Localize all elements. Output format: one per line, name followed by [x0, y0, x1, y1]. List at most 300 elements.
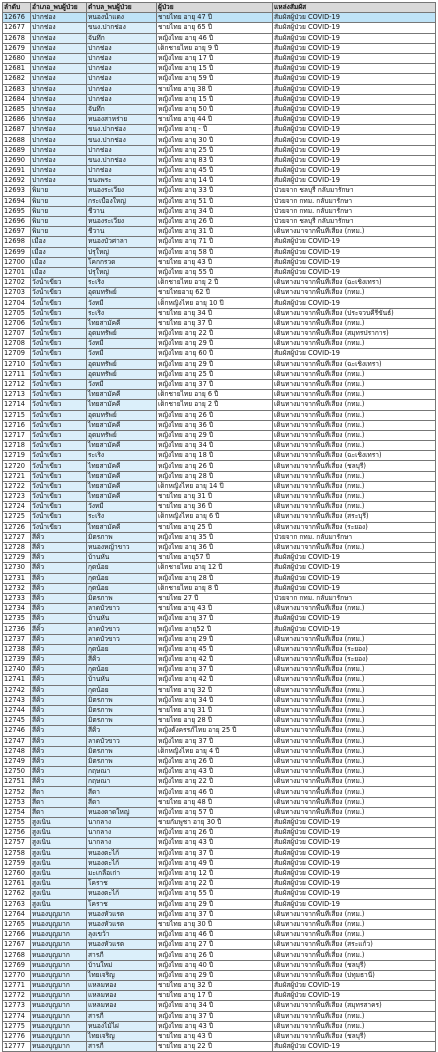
- cell-exposure: สัมผัสผู้ป่วย COVID-19: [273, 53, 436, 63]
- table-row: [3, 135, 436, 145]
- cell-exposure: เดินทางมาจากพื้นที่เสี่ยง (ฉะเชิงเทรา): [273, 278, 436, 288]
- cell-district: เมือง: [31, 267, 87, 277]
- cell-subdistrict: หนองบัวศาลา: [87, 237, 157, 247]
- cell-seq: 12702: [3, 278, 31, 288]
- cell-seq: 12689: [3, 145, 31, 155]
- cell-seq: 12772: [3, 991, 31, 1001]
- cell-patient: หญิงไทย อายุ 46 ปี: [157, 787, 273, 797]
- cell-seq: 12744: [3, 705, 31, 715]
- cell-exposure: เดินทางมาจากพื้นที่เสี่ยง (กทม.): [273, 542, 436, 552]
- table-row: [3, 777, 436, 787]
- table-row: [3, 451, 436, 461]
- cell-exposure: ป่วยจาก ชลบุรี กลับมารักษา: [273, 186, 436, 196]
- cell-patient: หญิงไทย อายุ 55 ปี: [157, 267, 273, 277]
- cell-exposure: สัมผัสผู้ป่วย COVID-19: [273, 298, 436, 308]
- cell-patient: หญิงไทย อายุ 29 ปี: [157, 430, 273, 440]
- cell-subdistrict: บ้านหัน: [87, 675, 157, 685]
- cell-seq: 12761: [3, 879, 31, 889]
- cell-exposure: เดินทางมาจากพื้นที่เสี่ยง (กทม.): [273, 1021, 436, 1031]
- cell-exposure: เดินทางมาจากพื้นที่เสี่ยง (กทม.): [273, 756, 436, 766]
- table-row: [3, 848, 436, 858]
- cell-exposure: สัมผัสผู้ป่วย COVID-19: [273, 166, 436, 176]
- cell-subdistrict: หนองระเวียง: [87, 216, 157, 226]
- cell-exposure: สัมผัสผู้ป่วย COVID-19: [273, 868, 436, 878]
- cell-patient: หญิงไทย อายุ 17 ปี: [157, 53, 273, 63]
- table-row: [3, 288, 436, 298]
- cell-subdistrict: นากลาง: [87, 818, 157, 828]
- cell-exposure: เดินทางมาจากพื้นที่เสี่ยง (ปทุมธานี): [273, 970, 436, 980]
- cell-district: วังน้ำเขียว: [31, 329, 87, 339]
- cell-district: สีคิ้ว: [31, 705, 87, 715]
- cell-district: สูงเนิน: [31, 828, 87, 838]
- cell-patient: หญิงไทย อายุ 25 ปี: [157, 145, 273, 155]
- cell-patient: หญิงไทย อายุ 37 ปี: [157, 1011, 273, 1021]
- table-row: [3, 756, 436, 766]
- cell-subdistrict: บ้านหัน: [87, 553, 157, 563]
- table-row: [3, 308, 436, 318]
- cell-district: ปากช่อง: [31, 104, 87, 114]
- cell-district: สีดา: [31, 807, 87, 817]
- cell-seq: 12712: [3, 379, 31, 389]
- cell-seq: 12707: [3, 329, 31, 339]
- cell-subdistrict: ปากช่อง: [87, 74, 157, 84]
- cell-district: วังน้ำเขียว: [31, 502, 87, 512]
- cell-seq: 12710: [3, 359, 31, 369]
- cell-exposure: เดินทางมาจากพื้นที่เสี่ยง (กทม.): [273, 675, 436, 685]
- cell-patient: หญิงไทย อายุ 26 ปี: [157, 756, 273, 766]
- cell-subdistrict: ปรุใหญ่: [87, 247, 157, 257]
- cell-seq: 12726: [3, 522, 31, 532]
- cell-seq: 12748: [3, 746, 31, 756]
- cell-patient: หญิงไทย อายุ 71 ปี: [157, 237, 273, 247]
- table-row: [3, 726, 436, 736]
- cell-district: สีคิ้ว: [31, 675, 87, 685]
- table-row: [3, 471, 436, 481]
- cell-patient: หญิงไทย อายุ 30 ปี: [157, 135, 273, 145]
- table-row: [3, 868, 436, 878]
- cell-district: ปากช่อง: [31, 74, 87, 84]
- cell-seq: 12734: [3, 604, 31, 614]
- cell-subdistrict: อุดมทรัพย์: [87, 430, 157, 440]
- cell-seq: 12688: [3, 135, 31, 145]
- cell-exposure: เดินทางมาจากพื้นที่เสี่ยง (กทม.): [273, 502, 436, 512]
- cell-seq: 12681: [3, 64, 31, 74]
- cell-patient: ชายไทย อายุ 48 ปี: [157, 797, 273, 807]
- cell-seq: 12706: [3, 318, 31, 328]
- cell-patient: ชายไทย อายุ 32 ปี: [157, 685, 273, 695]
- cell-exposure: สัมผัสผู้ป่วย COVID-19: [273, 573, 436, 583]
- cell-exposure: สัมผัสผู้ป่วย COVID-19: [273, 838, 436, 848]
- cell-subdistrict: วังหมี: [87, 349, 157, 359]
- table-row: [3, 970, 436, 980]
- cell-subdistrict: ไทยเจริญ: [87, 1031, 157, 1041]
- cell-seq: 12774: [3, 1011, 31, 1021]
- cell-district: สีคิ้ว: [31, 583, 87, 593]
- cell-district: วังน้ำเขียว: [31, 349, 87, 359]
- table-row: [3, 237, 436, 247]
- cell-subdistrict: ไทยสามัคคี: [87, 441, 157, 451]
- cell-subdistrict: วังหมี: [87, 379, 157, 389]
- cell-seq: 12728: [3, 542, 31, 552]
- header-subdistrict: ตำบล_พบผู้ป่วย: [87, 3, 157, 13]
- cell-exposure: สัมผัสผู้ป่วย COVID-19: [273, 879, 436, 889]
- cell-subdistrict: สีดา: [87, 787, 157, 797]
- cell-patient: หญิงไทย อายุ 57 ปี: [157, 807, 273, 817]
- cell-seq: 12773: [3, 1001, 31, 1011]
- table-row: [3, 705, 436, 715]
- cell-exposure: เดินทางมาจากพื้นที่เสี่ยง (กทม.): [273, 369, 436, 379]
- cell-subdistrict: หนองหัวแรต: [87, 909, 157, 919]
- cell-exposure: เดินทางมาจากพื้นที่เสี่ยง (กทม.): [273, 736, 436, 746]
- table-row: [3, 247, 436, 257]
- cell-patient: หญิงไทย อายุ 22 ปี: [157, 777, 273, 787]
- cell-exposure: สัมผัสผู้ป่วย COVID-19: [273, 899, 436, 909]
- cell-subdistrict: กุดน้อย: [87, 573, 157, 583]
- table-row: [3, 981, 436, 991]
- cell-seq: 12698: [3, 237, 31, 247]
- cell-district: สีคิ้ว: [31, 756, 87, 766]
- table-row: [3, 838, 436, 848]
- cell-district: ปากช่อง: [31, 23, 87, 33]
- cell-subdistrict: อุดมทรัพย์: [87, 410, 157, 420]
- cell-exposure: เดินทางมาจากพื้นที่เสี่ยง (กทม.): [273, 634, 436, 644]
- table-row: [3, 1031, 436, 1041]
- cell-exposure: เดินทางมาจากพื้นที่เสี่ยง (ระยอง): [273, 522, 436, 532]
- cell-subdistrict: ชีวาน: [87, 227, 157, 237]
- table-row: [3, 390, 436, 400]
- cell-subdistrict: กุดน้อย: [87, 685, 157, 695]
- cell-exposure: สัมผัสผู้ป่วย COVID-19: [273, 614, 436, 624]
- table-row: [3, 573, 436, 583]
- table-row: [3, 614, 436, 624]
- table-row: [3, 369, 436, 379]
- table-row: [3, 216, 436, 226]
- cell-subdistrict: อุดมทรัพย์: [87, 329, 157, 339]
- cell-patient: หญิงไทย อายุ 12 ปี: [157, 868, 273, 878]
- cell-patient: ชายไทย อายุ57 ปี: [157, 553, 273, 563]
- cell-subdistrict: แหลมทอง: [87, 981, 157, 991]
- table-row: [3, 64, 436, 74]
- cell-patient: เด็กชายไทย อายุ 12 ปี: [157, 563, 273, 573]
- cell-district: วังน้ำเขียว: [31, 359, 87, 369]
- table-row: [3, 899, 436, 909]
- cell-patient: หญิงไทย อายุ 43 ปี: [157, 838, 273, 848]
- cell-exposure: เดินทางมาจากพื้นที่เสี่ยง (กทม.): [273, 441, 436, 451]
- cell-subdistrict: ขนง.ปากช่อง: [87, 125, 157, 135]
- cell-exposure: สัมผัสผู้ป่วย COVID-19: [273, 104, 436, 114]
- cell-district: ปากช่อง: [31, 145, 87, 155]
- cell-seq: 12713: [3, 390, 31, 400]
- cell-district: ปากช่อง: [31, 53, 87, 63]
- cell-district: หนองบุญมาก: [31, 1001, 87, 1011]
- cell-patient: ชายกัมพูชา อายุ 30 ปี: [157, 818, 273, 828]
- cell-exposure: เดินทางมาจากพื้นที่เสี่ยง (กทม.): [273, 665, 436, 675]
- cell-district: สูงเนิน: [31, 889, 87, 899]
- cell-district: วังน้ำเขียว: [31, 379, 87, 389]
- cell-exposure: สัมผัสผู้ป่วย COVID-19: [273, 64, 436, 74]
- cell-patient: หญิงไทย อายุ 18 ปี: [157, 451, 273, 461]
- table-row: [3, 379, 436, 389]
- cell-seq: 12683: [3, 84, 31, 94]
- cell-district: ปากช่อง: [31, 155, 87, 165]
- table-row: [3, 583, 436, 593]
- cell-patient: หญิงไทย อายุ 46 ปี: [157, 930, 273, 940]
- cell-subdistrict: ไทยสามัคคี: [87, 400, 157, 410]
- cell-seq: 12735: [3, 614, 31, 624]
- cell-district: เมือง: [31, 257, 87, 267]
- cell-district: วังน้ำเขียว: [31, 522, 87, 532]
- table-row: [3, 919, 436, 929]
- cell-district: สีคิ้ว: [31, 726, 87, 736]
- cell-district: ปากช่อง: [31, 94, 87, 104]
- table-row: [3, 960, 436, 970]
- cell-district: ปากช่อง: [31, 84, 87, 94]
- table-row: [3, 665, 436, 675]
- cell-patient: หญิงไทย อายุ 37 ปี: [157, 848, 273, 858]
- cell-seq: 12766: [3, 930, 31, 940]
- cell-district: วังน้ำเขียว: [31, 492, 87, 502]
- cell-district: หนองบุญมาก: [31, 1021, 87, 1031]
- cell-district: เมือง: [31, 247, 87, 257]
- cell-subdistrict: บ้านหัน: [87, 614, 157, 624]
- cell-district: หนองบุญมาก: [31, 1031, 87, 1041]
- cell-seq: 12738: [3, 644, 31, 654]
- cell-seq: 12754: [3, 807, 31, 817]
- cell-exposure: เดินทางมาจากพื้นที่เสี่ยง (กทม.): [273, 420, 436, 430]
- table-row: [3, 430, 436, 440]
- table-row: [3, 553, 436, 563]
- table-row: [3, 257, 436, 267]
- header-exposure: แหล่งสัมผัส: [273, 3, 436, 13]
- cell-patient: ชายไทย อายุ 47 ปี: [157, 13, 273, 23]
- cell-seq: 12676: [3, 13, 31, 23]
- cell-district: วังน้ำเขียว: [31, 451, 87, 461]
- cell-exposure: สัมผัสผู้ป่วย COVID-19: [273, 135, 436, 145]
- cell-subdistrict: กุดน้อย: [87, 583, 157, 593]
- cell-district: เมือง: [31, 237, 87, 247]
- table-row: [3, 186, 436, 196]
- cell-exposure: เดินทางมาจากพื้นที่เสี่ยง (กทม.): [273, 400, 436, 410]
- cell-seq: 12680: [3, 53, 31, 63]
- table-row: [3, 145, 436, 155]
- table-row: [3, 53, 436, 63]
- cell-patient: หญิงไทย อายุ 29 ปี: [157, 899, 273, 909]
- cell-seq: 12760: [3, 868, 31, 878]
- cell-seq: 12764: [3, 909, 31, 919]
- cell-district: หนองบุญมาก: [31, 1042, 87, 1052]
- cell-district: หนองบุญมาก: [31, 970, 87, 980]
- cell-patient: หญิงไทย อายุ 45 ปี: [157, 644, 273, 654]
- cell-patient: หญิงตั้งครรภ์ไทย อายุ 25 ปี: [157, 726, 273, 736]
- cell-patient: หญิงไทย อายุ 31 ปี: [157, 227, 273, 237]
- cell-subdistrict: อุดมทรัพย์: [87, 359, 157, 369]
- cell-patient: หญิงไทย อายุ 29 ปี: [157, 634, 273, 644]
- cell-seq: 12731: [3, 573, 31, 583]
- cell-exposure: ป่วยจาก กทม. กลับมารักษา: [273, 532, 436, 542]
- cell-patient: ชายไทย อายุ 34 ปี: [157, 308, 273, 318]
- cell-seq: 12715: [3, 410, 31, 420]
- cell-patient: หญิงไทย อายุ 40 ปี: [157, 960, 273, 970]
- cell-district: สีคิ้ว: [31, 695, 87, 705]
- cell-patient: หญิงไทย อายุ 50 ปี: [157, 104, 273, 114]
- cell-subdistrict: หนองตะไก้: [87, 889, 157, 899]
- cell-exposure: สัมผัสผู้ป่วย COVID-19: [273, 94, 436, 104]
- cell-subdistrict: ลาดบัวขาว: [87, 624, 157, 634]
- cell-patient: หญิงไทย อายุ 59 ปี: [157, 74, 273, 84]
- cell-seq: 12727: [3, 532, 31, 542]
- table-row: [3, 818, 436, 828]
- table-row: [3, 420, 436, 430]
- cell-district: ปากช่อง: [31, 33, 87, 43]
- cell-subdistrict: ปากช่อง: [87, 53, 157, 63]
- cell-subdistrict: ปากช่อง: [87, 64, 157, 74]
- table-row: [3, 400, 436, 410]
- cell-subdistrict: ไทยสามัคคี: [87, 471, 157, 481]
- cell-subdistrict: โคกกรวด: [87, 257, 157, 267]
- cell-seq: 12717: [3, 430, 31, 440]
- cell-exposure: เดินทางมาจากพื้นที่เสี่ยง (กทม.): [273, 909, 436, 919]
- cell-patient: หญิงไทย อายุ 22 ปี: [157, 879, 273, 889]
- cell-exposure: เดินทางมาจากพื้นที่เสี่ยง (กทม.): [273, 339, 436, 349]
- cell-district: สีคิ้ว: [31, 746, 87, 756]
- cell-exposure: เดินทางมาจากพื้นที่เสี่ยง (สมุทรปราการ): [273, 329, 436, 339]
- cell-seq: 12678: [3, 33, 31, 43]
- table-row: [3, 787, 436, 797]
- cell-subdistrict: วังหมี: [87, 339, 157, 349]
- cell-district: ปากช่อง: [31, 125, 87, 135]
- table-row: [3, 828, 436, 838]
- cell-seq: 12769: [3, 960, 31, 970]
- cell-seq: 12750: [3, 767, 31, 777]
- cell-district: สีคิ้ว: [31, 593, 87, 603]
- cell-district: สีคิ้ว: [31, 614, 87, 624]
- cell-exposure: เดินทางมาจากพื้นที่เสี่ยง (กทม.): [273, 919, 436, 929]
- cell-subdistrict: หนองหัวแรต: [87, 940, 157, 950]
- cell-district: วังน้ำเขียว: [31, 318, 87, 328]
- cell-subdistrict: มะเกลือเก่า: [87, 868, 157, 878]
- cell-patient: ชายไทย อายุ 44 ปี: [157, 115, 273, 125]
- cell-subdistrict: นากลาง: [87, 828, 157, 838]
- cell-seq: 12697: [3, 227, 31, 237]
- cell-exposure: สัมผัสผู้ป่วย COVID-19: [273, 828, 436, 838]
- cell-patient: ชายไทย อายุ 17 ปี: [157, 991, 273, 1001]
- cell-exposure: เดินทางมาจากพื้นที่เสี่ยง (ชลบุรี): [273, 1031, 436, 1041]
- cell-seq: 12693: [3, 186, 31, 196]
- cell-exposure: เดินทางมาจากพื้นที่เสี่ยง (กทม.): [273, 481, 436, 491]
- cell-patient: หญิงไทย อายุ 26 ปี: [157, 461, 273, 471]
- cell-district: หนองบุญมาก: [31, 909, 87, 919]
- table-row: [3, 206, 436, 216]
- table-row: [3, 655, 436, 665]
- cell-exposure: เดินทางมาจากพื้นที่เสี่ยง (กทม.): [273, 1011, 436, 1021]
- cell-exposure: สัมผัสผู้ป่วย COVID-19: [273, 889, 436, 899]
- cell-subdistrict: วังหมี: [87, 502, 157, 512]
- cell-seq: 12777: [3, 1042, 31, 1052]
- cell-exposure: สัมผัสผู้ป่วย COVID-19: [273, 818, 436, 828]
- cell-seq: 12703: [3, 288, 31, 298]
- cell-seq: 12729: [3, 553, 31, 563]
- cell-district: สูงเนิน: [31, 858, 87, 868]
- header-patient: ผู้ป่วย: [157, 3, 273, 13]
- cell-exposure: สัมผัสผู้ป่วย COVID-19: [273, 23, 436, 33]
- table-row: [3, 502, 436, 512]
- cell-exposure: ป่วยจาก กทม. กลับมารักษา: [273, 196, 436, 206]
- cell-seq: 12759: [3, 858, 31, 868]
- cell-subdistrict: อุดมทรัพย์: [87, 288, 157, 298]
- cell-seq: 12679: [3, 43, 31, 53]
- cell-seq: 12691: [3, 166, 31, 176]
- cell-district: สีคิ้ว: [31, 736, 87, 746]
- cell-patient: หญิงไทย อายุ 42 ปี: [157, 675, 273, 685]
- cell-patient: เด็กชายไทย อายุ 9 ปี: [157, 43, 273, 53]
- cell-exposure: เดินทางมาจากพื้นที่เสี่ยง (สมุทรสาคร): [273, 1001, 436, 1011]
- cell-exposure: สัมผัสผู้ป่วย COVID-19: [273, 848, 436, 858]
- cell-subdistrict: ไทยสามัคคี: [87, 492, 157, 502]
- cell-patient: หญิงไทย อายุ 37 ปี: [157, 665, 273, 675]
- cell-exposure: เดินทางมาจากพื้นที่เสี่ยง (กทม.): [273, 379, 436, 389]
- cell-subdistrict: ปากช่อง: [87, 94, 157, 104]
- table-row: [3, 318, 436, 328]
- cell-subdistrict: ลาดบัวขาว: [87, 736, 157, 746]
- cell-seq: 12685: [3, 104, 31, 114]
- cell-exposure: สัมผัสผู้ป่วย COVID-19: [273, 267, 436, 277]
- cell-district: พิมาย: [31, 216, 87, 226]
- cell-subdistrict: ลาดบัวขาว: [87, 604, 157, 614]
- table-row: [3, 1021, 436, 1031]
- cell-seq: 12730: [3, 563, 31, 573]
- cell-subdistrict: ระเริง: [87, 308, 157, 318]
- cell-patient: ชายไทย อายุ 36 ปี: [157, 502, 273, 512]
- cell-patient: หญิงไทย อายุ 28 ปี: [157, 471, 273, 481]
- cell-seq: 12684: [3, 94, 31, 104]
- cell-patient: หญิงไทย อายุ 33 ปี: [157, 186, 273, 196]
- table-row: [3, 339, 436, 349]
- cell-seq: 12746: [3, 726, 31, 736]
- cell-seq: 12724: [3, 502, 31, 512]
- cell-subdistrict: ไทยสามัคคี: [87, 522, 157, 532]
- cell-subdistrict: กฤษณา: [87, 767, 157, 777]
- cell-district: วังน้ำเขียว: [31, 288, 87, 298]
- cell-subdistrict: ระเริง: [87, 278, 157, 288]
- cell-patient: หญิงไทย อายุ52 ปี: [157, 624, 273, 634]
- cell-patient: หญิงไทย อายุ 15 ปี: [157, 94, 273, 104]
- cell-seq: 12737: [3, 634, 31, 644]
- cell-district: วังน้ำเขียว: [31, 471, 87, 481]
- cell-patient: หญิงไทย อายุ 37 ปี: [157, 379, 273, 389]
- cell-patient: เด็กหญิงไทย อายุ 4 ปี: [157, 746, 273, 756]
- cell-exposure: เดินทางมาจากพื้นที่เสี่ยง (ฉะเชิงเทรา): [273, 451, 436, 461]
- cell-exposure: เดินทางมาจากพื้นที่เสี่ยง (กทม.): [273, 410, 436, 420]
- cell-patient: เด็กชายไทย อายุ 6 ปี: [157, 390, 273, 400]
- cell-district: วังน้ำเขียว: [31, 308, 87, 318]
- cases-table: [2, 2, 436, 1052]
- cell-district: หนองบุญมาก: [31, 981, 87, 991]
- cell-district: สีคิ้ว: [31, 624, 87, 634]
- cell-seq: 12757: [3, 838, 31, 848]
- cell-district: หนองบุญมาก: [31, 991, 87, 1001]
- cell-subdistrict: วังหมี: [87, 298, 157, 308]
- cell-exposure: เดินทางมาจากพื้นที่เสี่ยง (กทม.): [273, 685, 436, 695]
- cell-exposure: เดินทางมาจากพื้นที่เสี่ยง (กทม.): [273, 288, 436, 298]
- cell-seq: 12765: [3, 919, 31, 929]
- cell-district: ปากช่อง: [31, 135, 87, 145]
- cell-exposure: เดินทางมาจากพื้นที่เสี่ยง (กทม.): [273, 807, 436, 817]
- cell-subdistrict: ลุงเขว้า: [87, 930, 157, 940]
- cell-seq: 12677: [3, 23, 31, 33]
- cell-exposure: สัมผัสผู้ป่วย COVID-19: [273, 145, 436, 155]
- cell-seq: 12739: [3, 655, 31, 665]
- cell-seq: 12751: [3, 777, 31, 787]
